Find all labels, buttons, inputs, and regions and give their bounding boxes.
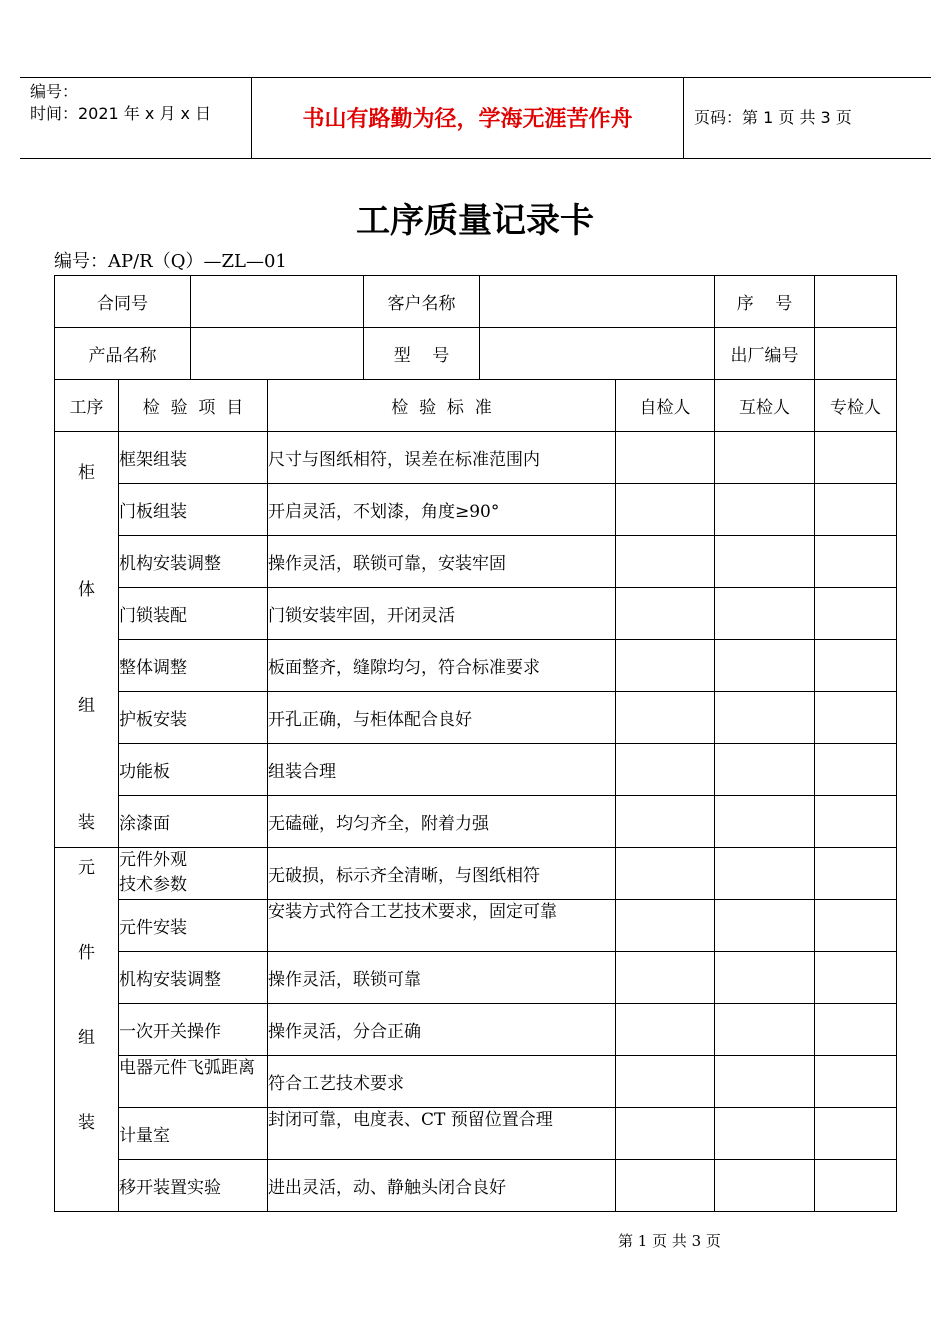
info-label: 客户名称 — [364, 276, 480, 327]
inspection-standard: 开启灵活，不划漆，角度≥90° — [268, 484, 616, 536]
inspection-standard: 无破损，标示齐全清晰，与图纸相符 — [268, 848, 616, 900]
col-header-special: 专检人 — [815, 380, 897, 432]
inspection-standard: 组装合理 — [268, 744, 616, 796]
self-inspector-field[interactable] — [616, 432, 715, 484]
inspection-row — [55, 796, 897, 848]
mutual-inspector-field[interactable] — [715, 536, 815, 588]
mutual-inspector-field[interactable] — [715, 432, 815, 484]
column-header-row — [55, 380, 897, 432]
inspection-row — [55, 1056, 897, 1108]
col-header-process: 工序 — [55, 380, 119, 432]
inspection-item: 涂漆面 — [119, 796, 268, 848]
inspection-item: 计量室 — [119, 1108, 268, 1160]
special-inspector-field[interactable] — [815, 640, 897, 692]
mutual-inspector-field[interactable] — [715, 796, 815, 848]
inspection-standard: 进出灵活，动、静触头闭合良好 — [268, 1160, 616, 1212]
inspection-item: 元件安装 — [119, 900, 268, 952]
inspection-row — [55, 1004, 897, 1056]
col-header-self: 自检人 — [616, 380, 715, 432]
inspection-item: 机构安装调整 — [119, 952, 268, 1004]
self-inspector-field[interactable] — [616, 900, 715, 952]
model-field[interactable] — [480, 328, 714, 379]
inspection-item: 电器元件飞弧距离 — [119, 1056, 268, 1108]
info-split-cell — [364, 276, 715, 328]
special-inspector-field[interactable] — [815, 1108, 897, 1160]
inspection-standard: 封闭可靠，电度表、CT 预留位置合理 — [268, 1108, 616, 1160]
special-inspector-field[interactable] — [815, 900, 897, 952]
inspection-row — [55, 484, 897, 536]
special-inspector-field[interactable] — [815, 1004, 897, 1056]
info-label: 序 号 — [715, 276, 815, 328]
inspection-standard: 符合工艺技术要求 — [268, 1056, 616, 1108]
inspection-row — [55, 536, 897, 588]
self-inspector-field[interactable] — [616, 952, 715, 1004]
mutual-inspector-field[interactable] — [715, 952, 815, 1004]
self-inspector-field[interactable] — [616, 796, 715, 848]
inspection-standard: 操作灵活，联锁可靠，安装牢固 — [268, 536, 616, 588]
inspection-item: 门板组装 — [119, 484, 268, 536]
info-split-cell — [364, 328, 715, 380]
contract-number-field[interactable] — [191, 276, 364, 328]
header-time-label: 时间：2021 年 x 月 x 日 — [30, 104, 212, 123]
mutual-inspector-field[interactable] — [715, 1004, 815, 1056]
inspection-row — [55, 952, 897, 1004]
process-group-char: 柜 — [78, 463, 95, 483]
self-inspector-field[interactable] — [616, 848, 715, 900]
document-title: 工序质量记录卡 — [356, 201, 594, 241]
process-group-char: 组 — [78, 696, 95, 717]
process-group-label — [55, 848, 119, 1212]
inspection-standard: 安装方式符合工艺技术要求，固定可靠 — [268, 900, 616, 952]
inspection-row — [55, 640, 897, 692]
inspection-item: 整体调整 — [119, 640, 268, 692]
mutual-inspector-field[interactable] — [715, 588, 815, 640]
mutual-inspector-field[interactable] — [715, 900, 815, 952]
factory-number-field[interactable] — [815, 328, 897, 380]
inspection-standard: 板面整齐，缝隙均匀，符合标准要求 — [268, 640, 616, 692]
header-motto-cell — [252, 78, 684, 158]
inspection-row — [55, 1108, 897, 1160]
product-name-field[interactable] — [191, 328, 364, 380]
info-row — [55, 276, 897, 328]
inspection-item: 门锁装配 — [119, 588, 268, 640]
special-inspector-field[interactable] — [815, 744, 897, 796]
inspection-row — [55, 744, 897, 796]
inspection-standard: 操作灵活，联锁可靠 — [268, 952, 616, 1004]
header-info-cell — [20, 78, 252, 158]
mutual-inspector-field[interactable] — [715, 1108, 815, 1160]
quality-record-table — [54, 275, 897, 1212]
inspection-standard: 无磕碰，均匀齐全，附着力强 — [268, 796, 616, 848]
col-header-mutual: 互检人 — [715, 380, 815, 432]
inspection-item: 框架组装 — [119, 432, 268, 484]
self-inspector-field[interactable] — [616, 692, 715, 744]
self-inspector-field[interactable] — [616, 1160, 715, 1212]
mutual-inspector-field[interactable] — [715, 692, 815, 744]
inspection-standard: 操作灵活，分合正确 — [268, 1004, 616, 1056]
mutual-inspector-field[interactable] — [715, 848, 815, 900]
special-inspector-field[interactable] — [815, 796, 897, 848]
inspection-row — [55, 848, 897, 900]
special-inspector-field[interactable] — [815, 536, 897, 588]
serial-number-field[interactable] — [815, 276, 897, 328]
mutual-inspector-field[interactable] — [715, 1056, 815, 1108]
document-number: 编号：AP/R（Q）—ZL—01 — [54, 251, 287, 272]
self-inspector-field[interactable] — [616, 1108, 715, 1160]
self-inspector-field[interactable] — [616, 744, 715, 796]
col-header-standard: 检 验 标 准 — [268, 380, 616, 432]
inspection-row — [55, 692, 897, 744]
header-motto: 书山有路勤为径，学海无涯苦作舟 — [302, 107, 633, 132]
mutual-inspector-field[interactable] — [715, 744, 815, 796]
self-inspector-field[interactable] — [616, 640, 715, 692]
inspection-row — [55, 1160, 897, 1212]
info-label: 产品名称 — [55, 328, 191, 380]
mutual-inspector-field[interactable] — [715, 1160, 815, 1212]
info-label: 出厂编号 — [715, 328, 815, 380]
self-inspector-field[interactable] — [616, 1004, 715, 1056]
inspection-standard: 开孔正确，与柜体配合良好 — [268, 692, 616, 744]
process-group-char: 件 — [78, 943, 95, 963]
process-group-char: 装 — [78, 1113, 95, 1133]
mutual-inspector-field[interactable] — [715, 484, 815, 536]
self-inspector-field[interactable] — [616, 588, 715, 640]
info-label: 合同号 — [55, 276, 191, 328]
special-inspector-field[interactable] — [815, 1056, 897, 1108]
special-inspector-field[interactable] — [815, 692, 897, 744]
inspection-standard: 门锁安装牢固，开闭灵活 — [268, 588, 616, 640]
customer-name-field[interactable] — [480, 276, 714, 327]
process-group-label — [55, 432, 119, 848]
inspection-item: 元件外观 技术参数 — [119, 848, 268, 900]
page-header — [20, 77, 931, 159]
special-inspector-field[interactable] — [815, 1160, 897, 1212]
inspection-row — [55, 900, 897, 952]
special-inspector-field[interactable] — [815, 952, 897, 1004]
special-inspector-field[interactable] — [815, 588, 897, 640]
header-page-cell — [684, 78, 931, 158]
process-group-char: 组 — [78, 1028, 95, 1048]
self-inspector-field[interactable] — [616, 1056, 715, 1108]
inspection-standard: 尺寸与图纸相符，误差在标准范围内 — [268, 432, 616, 484]
header-number-label: 编号： — [30, 82, 79, 101]
process-group-char: 体 — [78, 579, 95, 600]
self-inspector-field[interactable] — [616, 536, 715, 588]
special-inspector-field[interactable] — [815, 432, 897, 484]
inspection-item: 机构安装调整 — [119, 536, 268, 588]
col-header-item: 检 验 项 目 — [119, 380, 268, 432]
inspection-item: 护板安装 — [119, 692, 268, 744]
process-group-char: 元 — [78, 858, 95, 878]
inspection-item: 功能板 — [119, 744, 268, 796]
process-group-char: 装 — [78, 812, 95, 833]
inspection-item: 移开装置实验 — [119, 1160, 268, 1212]
page-footer: 第 1 页 共 3 页 — [618, 1232, 721, 1250]
self-inspector-field[interactable] — [616, 484, 715, 536]
special-inspector-field[interactable] — [815, 848, 897, 900]
mutual-inspector-field[interactable] — [715, 640, 815, 692]
info-label: 型 号 — [364, 328, 480, 379]
inspection-item: 一次开关操作 — [119, 1004, 268, 1056]
info-row — [55, 328, 897, 380]
inspection-row — [55, 432, 897, 484]
inspection-row — [55, 588, 897, 640]
special-inspector-field[interactable] — [815, 484, 897, 536]
header-page-info: 页码：第 1 页 共 3 页 — [694, 108, 852, 127]
